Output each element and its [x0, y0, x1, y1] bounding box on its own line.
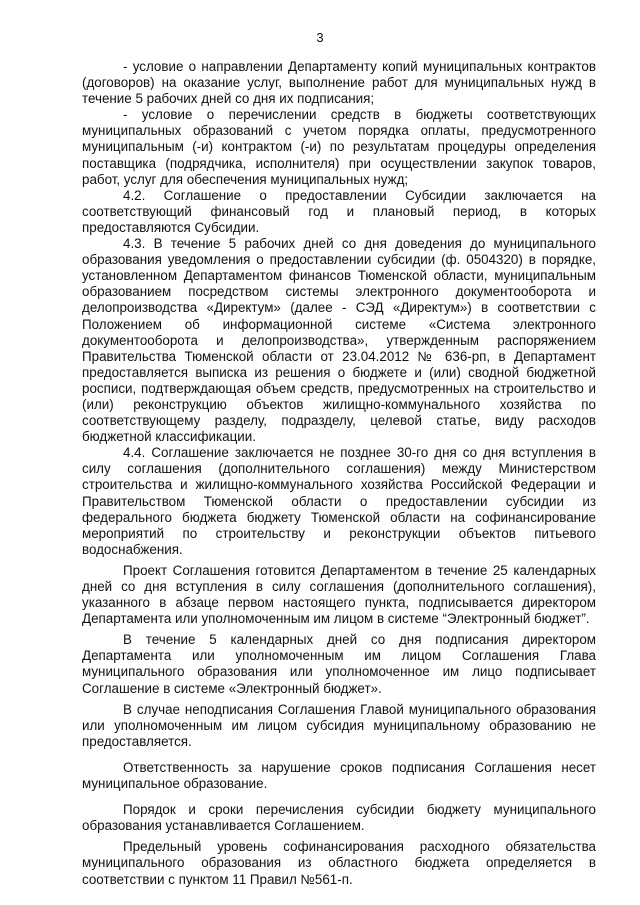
paragraph-signing-period: В течение 5 календарных дней со дня подписания директором Департамента или уполномоченным им лицом Соглашения Глава муниципального образования или уполномоченное им лицо подписывает Соглашение в системе «Электронный бюджет».	[82, 632, 596, 696]
paragraph-responsibility: Ответственность за нарушение сроков подписания Соглашения несет муниципальное образование.	[82, 759, 596, 792]
paragraph-draft-agreement: Проект Соглашения готовится Департаментом в течение 25 календарных дней со дня вступления в силу соглашения (дополнительного соглашения), указанного в абзаце первом настоящего пункта, подписывается директором Департамента или уполномоченным им лицом в системе “Электронный бюджет”.	[82, 562, 596, 627]
paragraph-cofinancing-limit: Предельный уровень софинансирования расходного обязательства муниципального образования из областного бюджета определяется в соответствии с пунктом 11 Правил №561-п.	[82, 839, 596, 887]
paragraph-transfer-procedure: Порядок и сроки перечисления субсидии бюджету муниципального образования устанавливается Соглашением.	[82, 802, 596, 834]
paragraph-4-3: 4.3. В течение 5 рабочих дней со дня доведения до муниципального образования уведомления о предоставлении субсидии (ф. 0504320) в порядке, установленном Департаментом финансов Тюменской области, муниципальным образованием посредством системы электронного документооборота и делопроизводства «Директум» (далее - СЭД «Директум») в соответствии с Положением об информационной системе «Система электронного документооборота и делопроизводства», утвержденным распоряжением Правительства Тюменской области от 23.04.2012 № 636-рп, в Департамент предоставляется выписка из решения о бюджете и (или) сводной бюджетной росписи, подтверждающая объем средств, предусмотренных на строительство и (или) реконструкцию объектов жилищно-коммунального хозяйства по соответствующему разделу, подразделу, целевой статье, виду расходов бюджетной классификации.	[82, 236, 596, 445]
paragraph-condition-transfer: - условие о перечислении средств в бюджеты соответствующих муниципальных образований с учетом порядка оплаты, предусмотренного муниципальным (-и) контрактом (-и) по результатам процедуры определения поставщика (подрядчика, исполнителя) при осуществлении закупок товаров, работ, услуг для обеспечения муниципальных нужд;	[82, 107, 596, 187]
document-body	[82, 59, 596, 888]
paragraph-4-4: 4.4. Соглашение заключается не позднее 30-го дня со дня вступления в силу соглашения (дополнительного соглашения) между Министерством строительства и жилищно-коммунального хозяйства Российской Федерации и Правительством Тюменской области о предоставлении субсидии из федерального бюджета бюджету Тюменской области на софинансирование мероприятий по строительству и реконструкции объектов питьевого водоснабжения.	[82, 445, 596, 557]
paragraph-condition-copies: - условие о направлении Департаменту копий муниципальных контрактов (договоров) на оказание услуг, выполнение работ для муниципальных нужд в течение 5 рабочих дней со дня их подписания;	[82, 59, 596, 107]
paragraph-4-2: 4.2. Соглашение о предоставлении Субсидии заключается на соответствующий финансовый год и плановый период, в которых предоставляются Субсидии.	[82, 187, 596, 235]
page-number: 3	[316, 30, 324, 45]
paragraph-non-signing: В случае неподписания Соглашения Главой муниципального образования или уполномоченным им лицом субсидия муниципальному образованию не предоставляется.	[82, 701, 596, 749]
